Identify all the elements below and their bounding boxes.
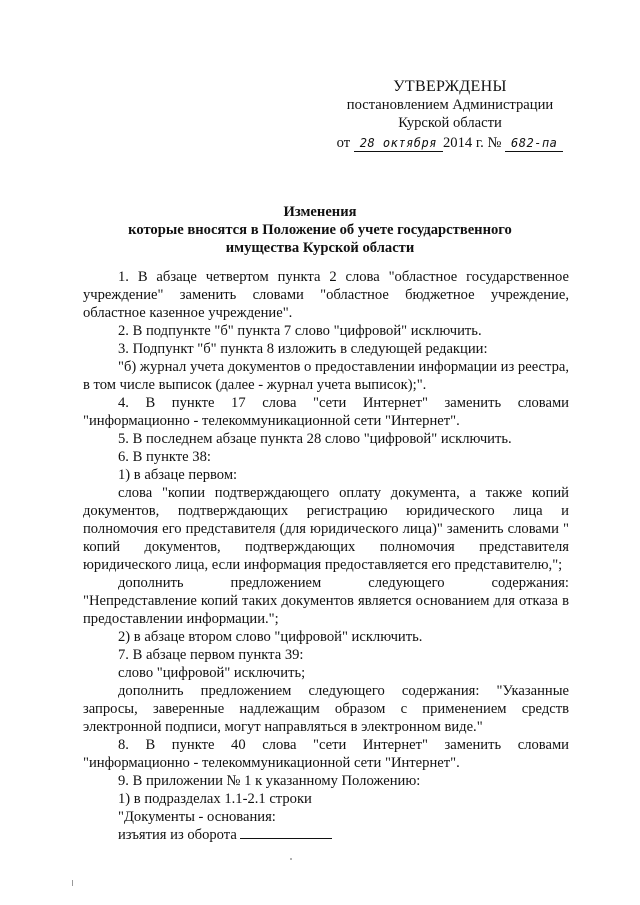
paragraph — [83, 628, 569, 646]
paragraph — [83, 358, 569, 394]
year-text: 2014 г. № — [442, 135, 502, 151]
handwritten-date: 28 октября — [354, 136, 443, 152]
paragraph — [83, 736, 569, 772]
paragraph — [83, 448, 569, 466]
paragraph — [83, 394, 569, 430]
document-title — [80, 203, 560, 257]
paragraph-text: слова "копии подтверждающего оплату документа, а также копий документов, подтверждающих регистрацию юридического лица и полномочия его представителя (для юридического лица)" заменить словами " копий документов, подтверждающих полномочия представителя юридического лица, если информация предоставляется его представителю,"; — [83, 485, 569, 573]
paragraph — [83, 484, 569, 574]
paragraph — [83, 682, 569, 736]
paragraph — [83, 268, 569, 322]
paragraph-text: 1) в подразделах 1.1-2.1 строки — [118, 791, 312, 807]
paragraph — [83, 664, 569, 682]
paragraph-text: "б) журнал учета документов о предоставлении информации из реестра, в том числе выписок (далее - журнал учета выписок);". — [83, 359, 569, 393]
paragraph-text: 2. В подпункте "б" пункта 7 слово "цифровой" исключить. — [118, 323, 482, 339]
paragraph-text: 9. В приложении № 1 к указанному Положению: — [118, 773, 421, 789]
paragraph-text: 3. Подпункт "б" пункта 8 изложить в следующей редакции: — [118, 341, 488, 357]
handwritten-number: 682-па — [505, 136, 563, 152]
approval-heading: УТВЕРЖДЕНЫ — [393, 78, 507, 95]
title-line-2: которые вносятся в Положение об учете государственного — [128, 222, 512, 238]
paragraph — [83, 808, 569, 826]
approval-line-1: постановлением Администрации — [346, 97, 554, 113]
approval-line-2: Курской области — [398, 115, 502, 131]
paragraph — [83, 646, 569, 664]
paragraph-text: 1) в абзаце первом: — [118, 467, 238, 483]
paragraph — [83, 790, 569, 808]
paragraph — [83, 322, 569, 340]
paragraph-text: 4. В пункте 17 слова "сети Интернет" заменить словами "информационно - телекоммуникационной сети "Интернет". — [83, 395, 569, 429]
paragraph-text: 1. В абзаце четвертом пункта 2 слова "областное государственное учреждение" заменить словами "областное бюджетное учреждение, областное казенное учреждение". — [83, 269, 569, 321]
paragraph-text: "Непредставление копий таких документов является основанием для отказа в предоставлении информации."; — [83, 593, 569, 627]
paragraph-text: дополнить предложением следующего содержания: "Указанные запросы, заверенные надлежащим образом с применением средств электронной подписи, могут направляться в электронном виде." — [83, 683, 569, 735]
blank-underline — [240, 826, 332, 839]
paragraph — [83, 592, 569, 628]
approval-block — [300, 78, 600, 152]
paragraph-text: 7. В абзаце первом пункта 39: — [118, 647, 304, 663]
paragraph-text: дополнить предложением следующего содержания: — [118, 575, 569, 591]
date-prefix: от — [336, 135, 351, 151]
document-body — [83, 268, 569, 844]
approval-date-line — [300, 134, 600, 152]
scan-speck — [290, 858, 292, 860]
scan-speck — [72, 880, 73, 886]
paragraph-text: изъятия из оборота — [118, 827, 237, 843]
paragraph — [83, 466, 569, 484]
paragraph — [83, 340, 569, 358]
paragraph — [83, 574, 569, 592]
paragraph-text: слово "цифровой" исключить; — [118, 665, 306, 681]
paragraph-text: 6. В пункте 38: — [118, 449, 211, 465]
paragraph-text: 8. В пункте 40 слова "сети Интернет" заменить словами "информационно - телекоммуникационной сети "Интернет". — [83, 737, 569, 771]
paragraph-text: "Документы - основания: — [118, 809, 276, 825]
paragraph — [83, 826, 569, 844]
title-line-3: имущества Курской области — [225, 240, 415, 256]
title-line-1: Изменения — [283, 204, 357, 220]
paragraph-text: 5. В последнем абзаце пункта 28 слово "цифровой" исключить. — [118, 431, 512, 447]
paragraph — [83, 772, 569, 790]
paragraph-text: 2) в абзаце втором слово "цифровой" исключить. — [118, 629, 423, 645]
paragraph — [83, 430, 569, 448]
